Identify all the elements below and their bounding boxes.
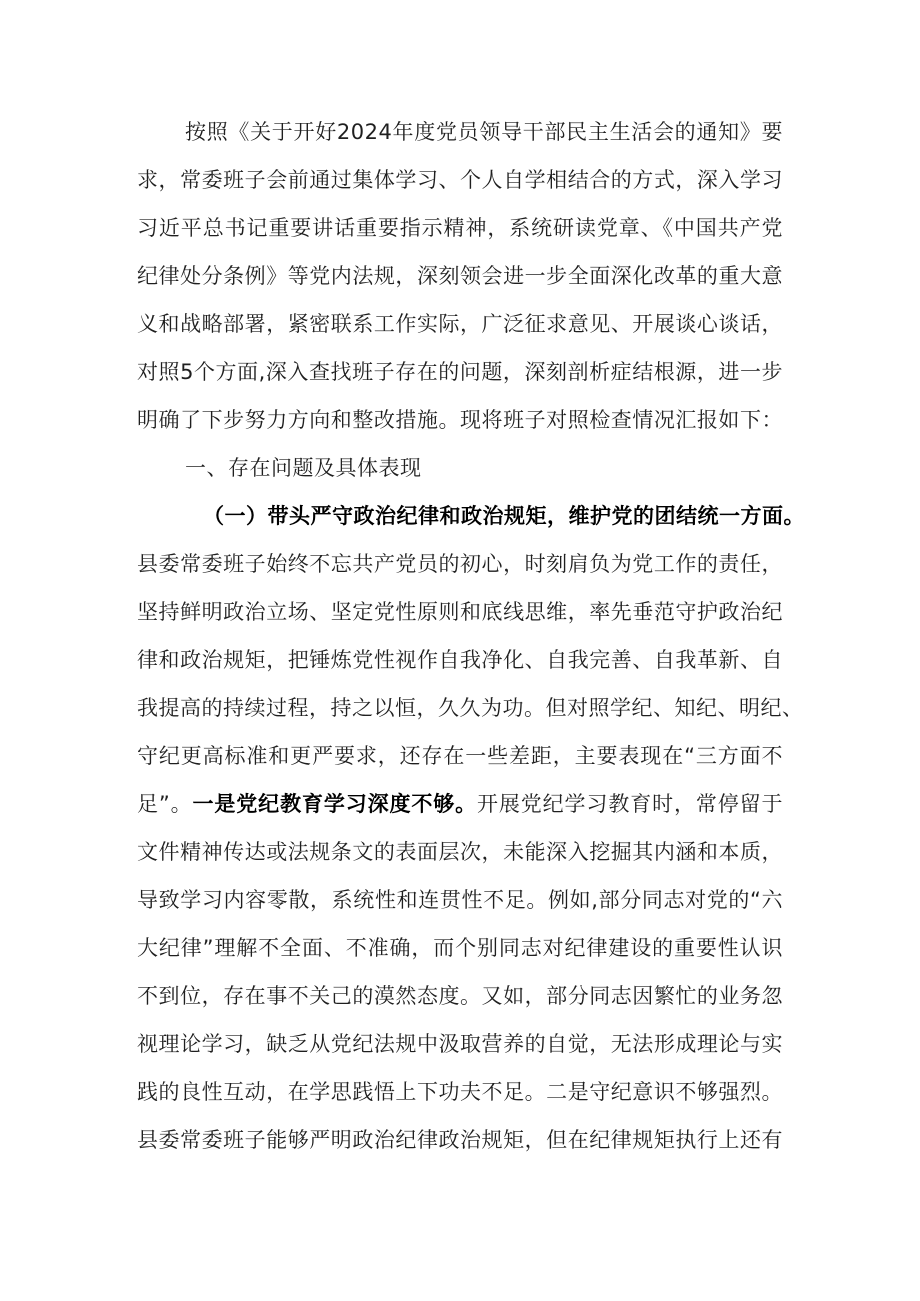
point-one-heading: 一是党纪教育学习深度不够。 [192, 792, 478, 816]
body-line: 律和政治规矩，把锤炼党性视作自我净化、自我完善、自我革新、自 [137, 648, 783, 672]
intro-line: 明确了下步努力方向和整改措施。现将班子对照检查情况汇报如下： [137, 408, 783, 432]
intro-line: 纪律处分条例》等党内法规，深刻领会进一步全面深化改革的重大意 [137, 264, 783, 288]
body-line: 大纪律”理解不全面、不准确，而个别同志对纪律建设的重要性认识 [137, 936, 783, 960]
body-line: 视理论学习，缺乏从党纪法规中汲取营养的自觉，无法形成理论与实 [137, 1032, 783, 1056]
intro-line: 义和战略部署，紧密联系工作实际，广泛征求意见、开展谈心谈话， [137, 312, 783, 336]
body-line: 县委常委班子能够严明政治纪律政治规矩，但在纪律规矩执行上还有 [137, 1128, 783, 1152]
mixed-suffix: 开展党纪学习教育时，常停留于 [477, 792, 783, 816]
body-line: 坚持鲜明政治立场、坚定党性原则和底线思维，率先垂范守护政治纪 [137, 600, 783, 624]
body-line: 导致学习内容零散，系统性和连贯性不足。例如,部分同志对党的“六 [137, 888, 783, 912]
body-line: 不到位，存在事不关己的漠然态度。又如，部分同志因繁忙的业务忽 [137, 984, 783, 1008]
mixed-prefix: 足”。 [137, 792, 193, 816]
intro-line: 按照《关于开好2024年度党员领导干部民主生活会的通知》要 [185, 120, 783, 144]
body-line: 文件精神传达或法规条文的表面层次，未能深入挖掘其内涵和本质， [137, 840, 783, 864]
subsection-heading: （一）带头严守政治纪律和政治规矩，维护党的团结统一方面。 [203, 504, 805, 528]
body-line: 践的良性互动，在学思践悟上下功夫不足。二是守纪意识不够强烈。 [137, 1080, 783, 1104]
section-heading: 一、存在问题及具体表现 [185, 456, 422, 480]
body-line-mixed [137, 784, 783, 824]
intro-line: 对照5个方面,深入查找班子存在的问题，深刻剖析症结根源，进一步 [137, 360, 783, 384]
body-line: 我提高的持续过程，持之以恒，久久为功。但对照学纪、知纪、明纪、 [137, 696, 804, 720]
body-line: 守纪更高标准和更严要求，还存在一些差距，主要表现在“三方面不 [137, 744, 783, 768]
body-line: 县委常委班子始终不忘共产党员的初心，时刻肩负为党工作的责任， [137, 552, 783, 576]
intro-line: 习近平总书记重要讲话重要指示精神，系统研读党章、《中国共产党 [137, 216, 783, 240]
intro-line: 求，常委班子会前通过集体学习、个人自学相结合的方式，深入学习 [137, 168, 783, 192]
